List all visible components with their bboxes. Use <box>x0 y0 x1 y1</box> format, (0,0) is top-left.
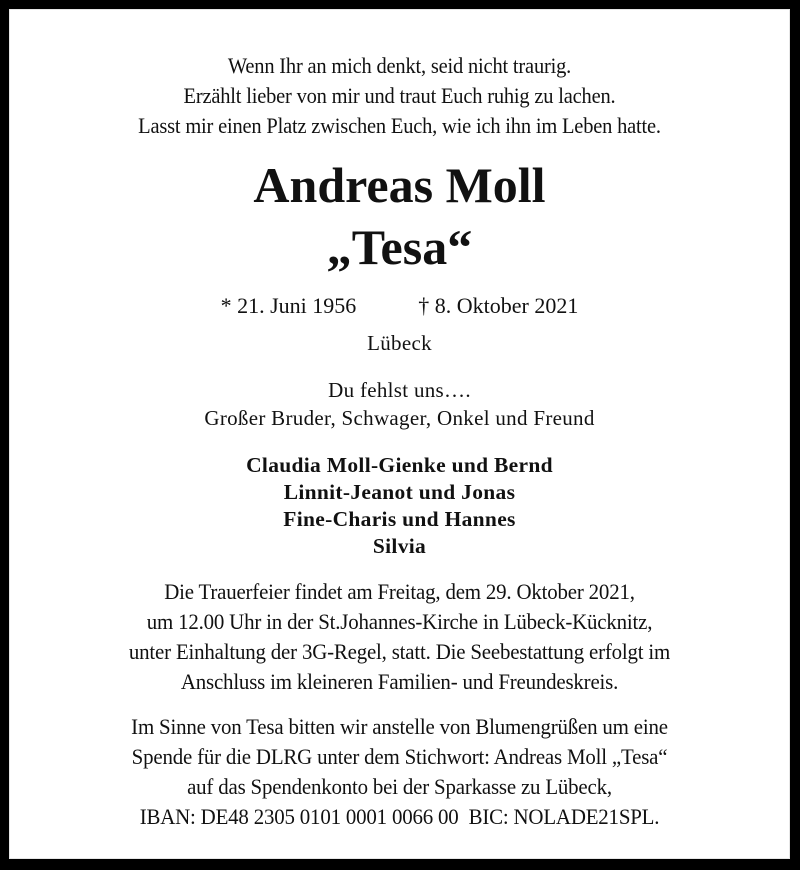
donation-line-3: auf das Spendenkonto bei der Sparkasse zu Lübeck, <box>187 774 612 799</box>
service-line-4: Anschluss im kleineren Familien- und Freundeskreis. <box>180 669 619 694</box>
donation-line-1: Im Sinne von Tesa bitten wir anstelle von Blumengrüßen um eine <box>131 714 668 739</box>
message-line-1: Du fehlst uns…. <box>328 378 471 402</box>
mourner-1: Claudia Moll-Gienke und Bernd <box>246 453 553 477</box>
life-dates <box>9 293 790 319</box>
service-line-3: unter Einhaltung der 3G-Regel, statt. Die Seebestattung erfolgt im <box>128 639 671 664</box>
death-date: † 8. Oktober 2021 <box>418 293 579 318</box>
deceased-name: Andreas Moll <box>253 157 546 213</box>
mourner-4: Silvia <box>372 534 427 558</box>
donation-line-2: Spende für die DLRG unter dem Stichwort: Andreas Moll „Tesa“ <box>131 744 668 769</box>
deceased-nickname: „Tesa“ <box>326 219 473 275</box>
obituary-card <box>9 9 790 859</box>
service-line-1: Die Trauerfeier findet am Freitag, dem 29. Oktober 2021, <box>164 579 635 604</box>
service-line-2: um 12.00 Uhr in der St.Johannes-Kirche in Lübeck-Kücknitz, <box>146 609 653 634</box>
poem-line-2: Erzählt lieber von mir und traut Euch ruhig zu lachen. <box>183 83 616 108</box>
mourner-3: Fine-Charis und Hannes <box>283 507 516 531</box>
poem-line-3: Lasst mir einen Platz zwischen Euch, wie ich ihn im Leben hatte. <box>138 113 661 138</box>
donation-line-4-bank-details: IBAN: DE48 2305 0101 0001 0066 00 BIC: NOLADE21SPL. <box>139 804 660 829</box>
poem-line-1: Wenn Ihr an mich denkt, seid nicht traurig. <box>227 53 572 78</box>
place: Lübeck <box>367 331 432 355</box>
birth-date: * 21. Juni 1956 <box>220 293 357 318</box>
mourner-2: Linnit-Jeanot und Jonas <box>283 480 516 504</box>
message-line-2: Großer Bruder, Schwager, Onkel und Freund <box>204 406 595 430</box>
